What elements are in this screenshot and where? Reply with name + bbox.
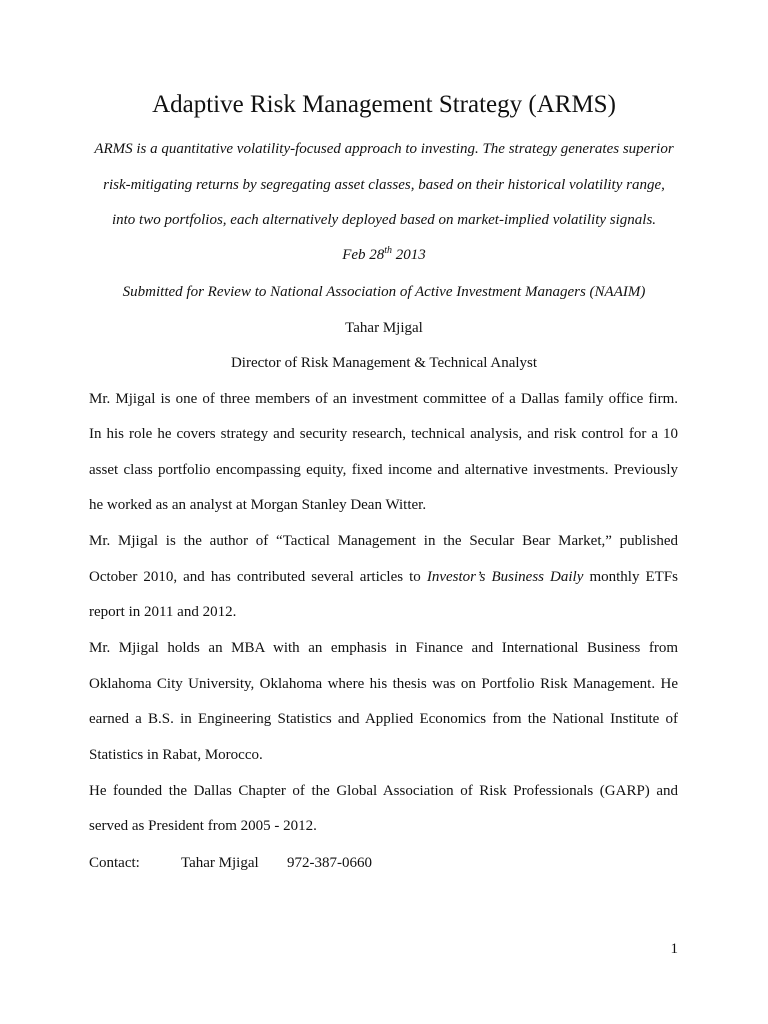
bio-p2-line-2-start: October 2010, and has contributed several articles to	[89, 569, 427, 585]
submission-note: Submitted for Review to National Association of Active Investment Managers (NAAIM)	[122, 284, 646, 300]
author-title: Director of Risk Management & Technical Analyst	[230, 355, 538, 371]
bio-p1-line-1: Mr. Mjigal is one of three members of an investment committee of a Dallas family office firm.	[89, 391, 678, 407]
contact-name: Tahar Mjigal	[181, 855, 259, 871]
document-date	[0, 245, 768, 265]
abstract-line-1: ARMS is a quantitative volatility-focused approach to investing. The strategy generates superior	[94, 141, 674, 157]
bio-p2-line-2-end: monthly ETFs	[583, 569, 678, 585]
abstract-line-3: into two portfolios, each alternatively deployed based on market-implied volatility signals.	[111, 212, 657, 228]
bio-p3-line-3: earned a B.S. in Engineering Statistics and Applied Economics from the National Institute of	[89, 711, 678, 727]
bio-p4-line-2: served as President from 2005 - 2012.	[89, 818, 317, 834]
publication-name: Investor’s Business Daily	[426, 569, 584, 585]
bio-p3-line-1: Mr. Mjigal holds an MBA with an emphasis in Finance and International Business from	[89, 640, 678, 656]
bio-p2-line-3: report in 2011 and 2012.	[89, 604, 237, 620]
page-number: 1	[670, 941, 678, 957]
bio-p4-line-1: He founded the Dallas Chapter of the Global Association of Risk Professionals (GARP) and	[89, 783, 678, 799]
bio-p2-line-1: Mr. Mjigal is the author of “Tactical Management in the Secular Bear Market,” published	[89, 533, 678, 549]
bio-p3-line-4: Statistics in Rabat, Morocco.	[89, 747, 263, 763]
bio-p1-line-3: asset class portfolio encompassing equity, fixed income and alternative investments. Previously	[89, 462, 678, 478]
document-title: Adaptive Risk Management Strategy (ARMS)	[152, 91, 616, 118]
bio-p1-line-2: In his role he covers strategy and security research, technical analysis, and risk control for a 10	[89, 426, 678, 442]
abstract-line-2: risk-mitigating returns by segregating asset classes, based on their historical volatility range,	[103, 177, 665, 193]
bio-p3-line-2: Oklahoma City University, Oklahoma where his thesis was on Portfolio Risk Management. He	[89, 676, 678, 692]
bio-p1-line-4: he worked as an analyst at Morgan Stanley Dean Witter.	[89, 497, 427, 513]
author-name: Tahar Mjigal	[345, 320, 423, 336]
date-suffix: th	[384, 245, 393, 256]
contact-phone: 972-387-0660	[287, 855, 372, 871]
bio-p2-line-2	[89, 567, 678, 587]
date-year: 2013	[392, 247, 426, 263]
date-month-day: Feb 28	[342, 247, 385, 263]
contact-label: Contact:	[89, 855, 140, 871]
